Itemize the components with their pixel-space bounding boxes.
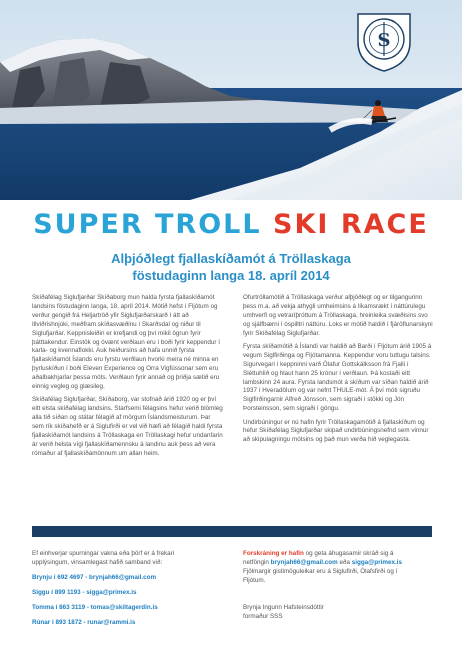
contact-person[interactable]: Brynju í 692 4697 - brynjah66@gmail.com <box>32 574 157 581</box>
poster-title <box>0 209 462 240</box>
title-part-red: SKI RACE <box>273 209 429 240</box>
section-divider-bar <box>32 526 432 537</box>
registration-text: og geta áhugasamir skráð sig á <box>303 550 394 557</box>
body-paragraph: Ofurtröllamótið á Tröllaskaga verður alþjóðlegt og er tilgangurinn þess m.a. að vekja athygli umheimsins á líkamsrækt í náttúrulegu umhverfi og vetraríþróttum á Tröllaskaga, hreinleika svæðisins svo og sjálfbærni í óspilltri náttúru. Loks er mótið haldið í fjáröflunarskyni fyrir Skíðafélag Siglufjarðar. <box>243 294 433 337</box>
contact-intro-line: Ef einhverjar spurningar vakna eða þörf er á frekari <box>32 550 175 557</box>
contact-intro-line: upplýsingum, vinsamlegast hafið samband við: <box>32 559 163 566</box>
registration-email-link[interactable]: brynjah66@gmail.com <box>270 559 338 566</box>
ski-club-logo <box>352 8 416 74</box>
body-paragraph: Fyrsta skíðamótið á Íslandi var haldið að Barði í Fljótum árið 1905 á vegum Siglfirðinga og Fljótamanna. Keppendur voru tuttugu talsins. Sigurvegari í keppninni varð Ólafur Gottskálksson frá Fjalli í Sléttuhlíð og hlaut hann 25 krónur í verðlaun. Þá kostaði eitt lambskinn 24 aura. Fyrsta landsmót á skíðum var síðan haldið árið 1937 í Hveradölum og var nefnt THULE-mót. Á því móti sigruðu Siglfirðingarnir Alfreð Jónsson, sem sigraði í stökki og Jón Þorsteinsson, sem sigraði í göngu. <box>243 342 432 413</box>
contact-info-left <box>32 549 232 627</box>
body-column-left <box>32 294 224 463</box>
lodging-line: Fljótum. <box>243 577 266 584</box>
subtitle-line-2: föstudaginn langa 18. apríl 2014 <box>132 268 330 283</box>
title-part-blue: SUPER TROLL <box>33 209 262 240</box>
registration-email-link[interactable]: sigga@primex.is <box>351 559 402 566</box>
contact-info-right <box>243 549 443 621</box>
registration-emails-line <box>243 558 443 567</box>
svg-text:S: S <box>377 30 391 51</box>
signature-title: formaður SSS <box>243 613 283 620</box>
subtitle-line-1: Alþjóðlegt fjallaskíðamót á Tröllaskaga <box>111 251 351 266</box>
body-column-right <box>243 294 435 450</box>
contact-person[interactable]: Tomma í 863 3119 - tomas@skiltagerdin.is <box>32 604 158 611</box>
registration-text: netföngin <box>243 559 271 566</box>
body-paragraph: Skíðafélag Siglufjarðar Skíðaborg mun halda fyrsta fjallaskíðamót landsins föstudaginn langa, 18. apríl 2014. Mótið hefst í Fljótum og verður gengið frá Heljartröð yfir Siglufjarðarskarð í átt að Illviðrishnjúki, meðfram skíðasvæðinu í Skarðsdal og niður til Siglufjarðar. Keppnisleiðin er krefjandi og því mikil ögrun fyrir þátttakendur. Einstök og óvænt verðlaun eru í boði fyrir keppendur í karla- og kvennaflokki. Auk heiðursins að hafa unnið fyrsta fjallaskíðamót Íslands eru fyrstu verðlaun hvorki meira né minna en þyrluskíðun í boði Eleven Experience og Orra Vigfússonar sem eru aðalbakhjarlar þessa móts. Verðlaun fyrir annað og þriðja sætið eru einnig vegleg og glæsileg. <box>32 294 220 391</box>
contact-person[interactable]: Siggu í 899 1193 - sigga@primex.is <box>32 589 137 596</box>
contact-person[interactable]: Rúnar í 893 1872 - runar@rammi.is <box>32 619 136 626</box>
registration-text: eða <box>337 559 352 566</box>
hero-photo <box>0 0 462 200</box>
body-paragraph: Skíðafélag Siglufjarðar, Skíðaborg, var stofnað árið 1920 og er því eitt elsta skíðafélag landsins. Starfsemi félagsins hefur verið blómleg alla tíð síðan og státar félagið af mörgum Íslandsmeisturum. Þar sem rík skíðahefð er á Siglufirði er vel við hæfi að félagið haldi fyrsta fjallaskíðamót landsins á Tröllaskaga en Tröllaskagi hefur undanfarin ár verið helsta vígi fjallaskíðamennsku á landinu auk þess að vera rómaður af fjallaskíðamönnum um allan heim. <box>32 396 223 457</box>
registration-line <box>243 549 443 558</box>
body-paragraph: Undirbúningur er nú hafin fyrir Tröllaskagamótið á fjallaskíðum og hefur Skíðafélag Siglufjarðar skipað undirbúningsnefnd sem vinnur að skipulagningu mótsins og það mun verða hið veglegasta. <box>243 418 429 444</box>
registration-highlight: Forskráning er hafin <box>243 550 304 557</box>
signature-name: Brynja Ingunn Hafsteinsdóttir <box>243 604 324 611</box>
poster-subtitle <box>0 250 462 284</box>
lodging-line: Fjölmargir gistimöguleikar eru á Siglufirði, Ólafsfirði og í <box>243 568 398 575</box>
